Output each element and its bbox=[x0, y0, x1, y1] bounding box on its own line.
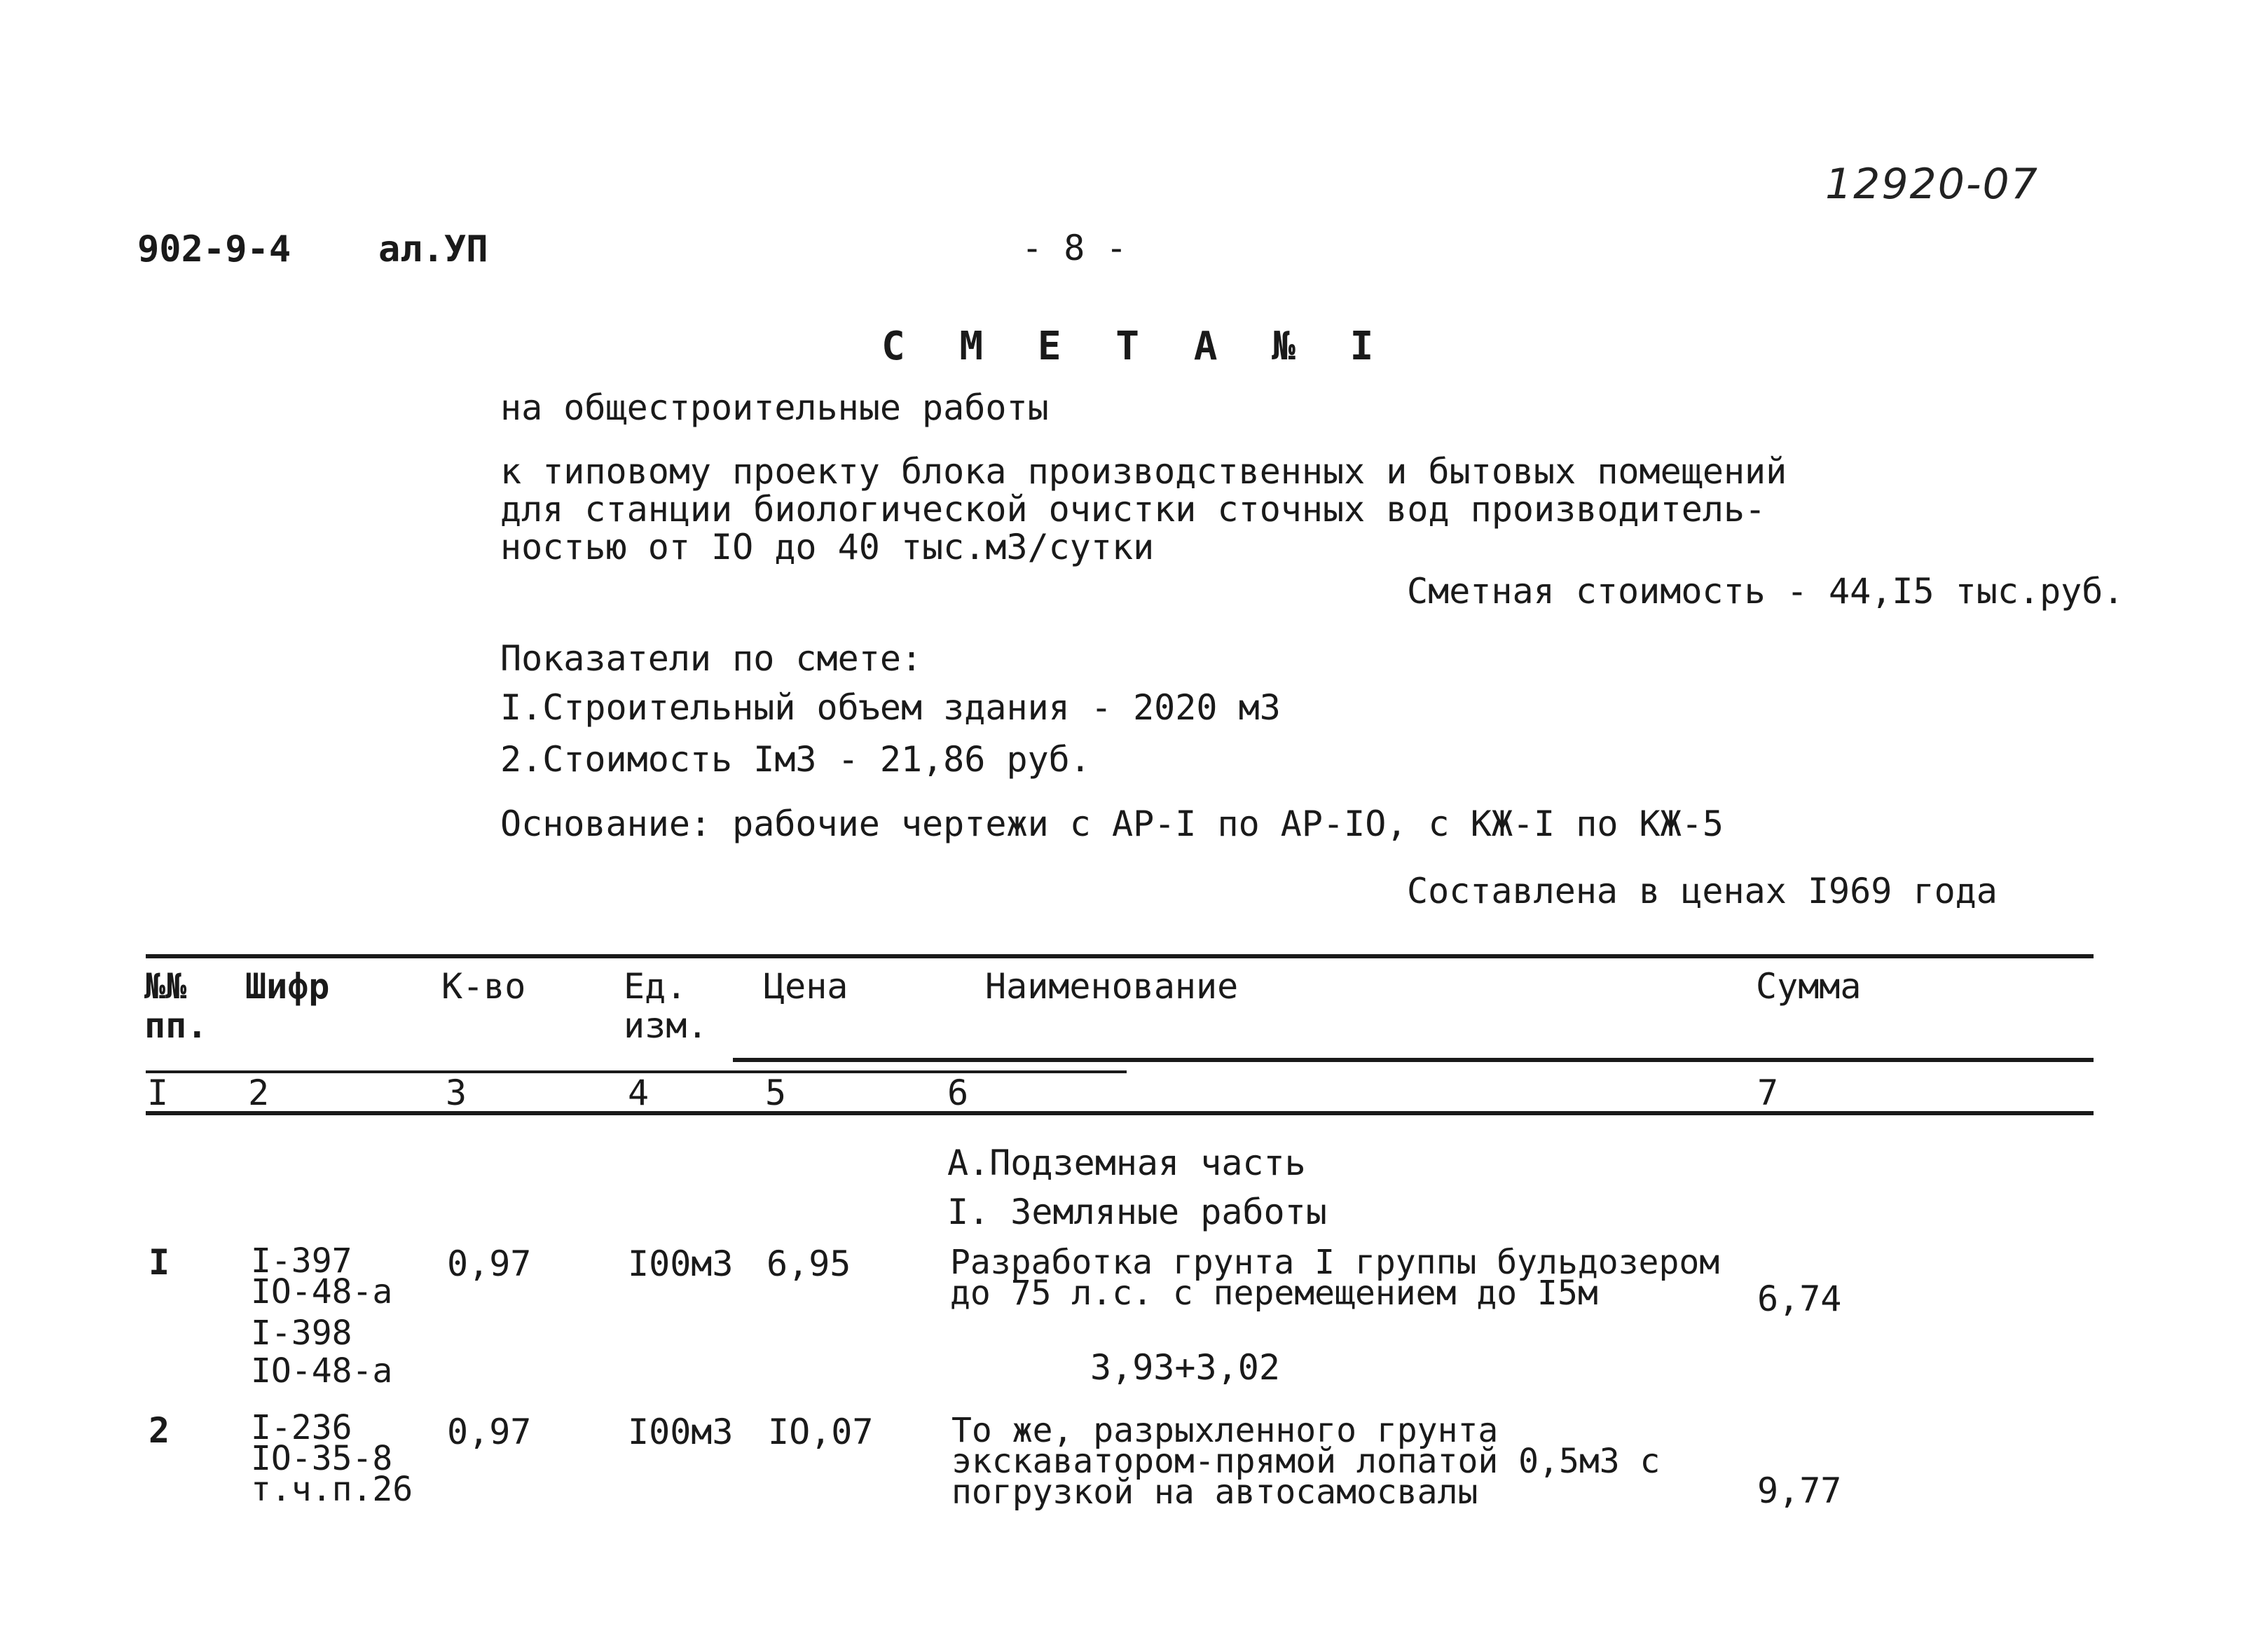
table-header-rule-upper bbox=[733, 1058, 2094, 1062]
section-heading: А.Подземная часть bbox=[947, 1143, 1306, 1183]
estimated-cost: Сметная стоимость - 44,I5 тыс.руб. bbox=[1407, 571, 2124, 612]
description-line: для станции биологической очистки сточных вод производитель- bbox=[500, 489, 1766, 530]
col-number: 3 bbox=[446, 1073, 467, 1113]
row-name bbox=[950, 1243, 1720, 1313]
indicators-heading: Показатели по смете: bbox=[500, 638, 923, 679]
handwritten-document-number: 12920-07 bbox=[1825, 160, 2039, 209]
indicator-building-volume: I.Строительный объем здания - 2020 м3 bbox=[500, 687, 1281, 728]
col-number: 5 bbox=[765, 1073, 787, 1113]
header-num: №№ bbox=[144, 966, 187, 1007]
name-line: экскаватором-прямой лопатой 0,5м3 с bbox=[951, 1442, 1661, 1481]
header-price: Цена bbox=[764, 966, 848, 1007]
col-number: 7 bbox=[1757, 1073, 1779, 1113]
column-numbers-rule bbox=[146, 1111, 2094, 1115]
row-qty: 0,97 bbox=[447, 1243, 532, 1284]
code-line: IO-48-а bbox=[251, 1272, 393, 1311]
name-line: до 75 л.с. с перемещением до I5м bbox=[950, 1274, 1598, 1313]
description-line: ностью от IO до 40 тыс.м3/сутки bbox=[500, 527, 1155, 567]
page-number: - 8 - bbox=[1022, 228, 1127, 268]
name-line: погрузкой на автосамосвалы bbox=[951, 1473, 1478, 1512]
basis-note: Основание: рабочие чертежи с АР-I по АР-IO, с КЖ-I по КЖ-5 bbox=[500, 804, 1724, 844]
table-top-rule bbox=[146, 954, 2094, 958]
header-unit: Ед. bbox=[624, 966, 687, 1007]
row-code bbox=[251, 1241, 393, 1311]
header-sum: Сумма bbox=[1756, 966, 1862, 1007]
header-name: Наименование bbox=[985, 966, 1239, 1007]
project-description bbox=[500, 453, 1787, 566]
row-code bbox=[251, 1408, 413, 1509]
row-qty: 0,97 bbox=[447, 1412, 532, 1452]
prices-year-note: Составлена в ценах I969 года bbox=[1407, 871, 1998, 911]
header-code: Шифр bbox=[245, 966, 330, 1007]
indicator-cost-per-m3: 2.Стоимость Iм3 - 21,86 руб. bbox=[500, 739, 1091, 780]
code-line: I-236 bbox=[251, 1408, 352, 1447]
code-line: IO-48-а bbox=[251, 1351, 393, 1391]
code-line: I-397 bbox=[251, 1241, 352, 1281]
subsection-heading: I. Земляные работы bbox=[947, 1192, 1327, 1232]
header-num-sub: пп. bbox=[144, 1005, 208, 1046]
document-title: С М Е Т А № I bbox=[881, 324, 1389, 369]
row-num: 2 bbox=[149, 1410, 170, 1451]
row-num: I bbox=[149, 1242, 170, 1283]
document-subtitle: на общестроительные работы bbox=[500, 387, 1049, 428]
col-number: 4 bbox=[628, 1073, 650, 1113]
album-label: ал.УП bbox=[378, 228, 488, 270]
header-unit-sub: изм. bbox=[624, 1005, 708, 1046]
code-line: IO-35-8 bbox=[251, 1439, 393, 1478]
row-code-secondary bbox=[251, 1314, 392, 1390]
col-number: 6 bbox=[947, 1073, 969, 1113]
code-line: I-398 bbox=[251, 1314, 352, 1353]
row-sum: 6,74 bbox=[1757, 1279, 1842, 1319]
description-line: к типовому проекту блока производственных и бытовых помещений bbox=[500, 451, 1787, 492]
row-price: IO,07 bbox=[768, 1412, 874, 1452]
row-name bbox=[951, 1411, 1661, 1512]
col-number: 2 bbox=[248, 1073, 270, 1113]
row-price: 6,95 bbox=[767, 1243, 851, 1284]
name-line: Разработка грунта I группы бульдозером bbox=[950, 1243, 1720, 1282]
col-number: I bbox=[147, 1073, 169, 1113]
header-qty: К-во bbox=[441, 966, 526, 1007]
row-unit: I00м3 bbox=[628, 1412, 734, 1452]
document-code: 902-9-4 bbox=[137, 228, 291, 270]
row-calc: 3,93+3,02 bbox=[1090, 1347, 1280, 1388]
row-sum: 9,77 bbox=[1757, 1470, 1842, 1511]
name-line: То же, разрыхленного грунта bbox=[951, 1411, 1499, 1450]
code-line: т.ч.п.26 bbox=[251, 1470, 413, 1509]
row-unit: I00м3 bbox=[628, 1243, 734, 1284]
